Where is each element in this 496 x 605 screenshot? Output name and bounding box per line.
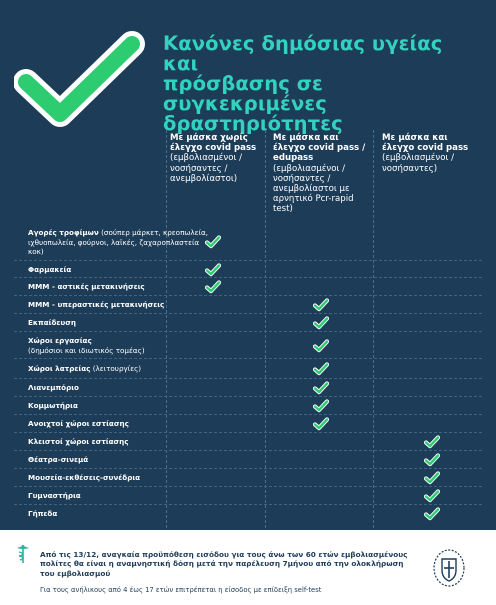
- row-label: [28, 364, 208, 374]
- title-line: Κανόνες δημόσιας υγείας και: [163, 32, 443, 75]
- check-icon: [313, 381, 329, 395]
- check-icon: [205, 235, 221, 249]
- check-icon: [205, 280, 221, 294]
- caduceus-icon: [14, 544, 32, 564]
- row-label: [28, 491, 208, 501]
- greek-emblem-icon: [432, 548, 466, 588]
- table-row: [0, 415, 496, 433]
- row-label: [28, 509, 208, 519]
- column-header-detail: (εμβολιασμένοι /νοσήσαντες): [382, 153, 455, 174]
- large-check-icon: [14, 30, 146, 130]
- check-icon: [424, 435, 440, 449]
- row-label-main: Κλειστοί χώροι εστίασης: [28, 437, 129, 446]
- column-header-detail: (εμβολιασμένοι / νοσήσαντες / ανεμβολίαστοι με αρνητικό Pcr-rapid test): [273, 163, 354, 215]
- row-label: [28, 401, 208, 411]
- check-icon: [313, 339, 329, 353]
- row-label-main: Φαρμακεία: [28, 265, 72, 274]
- row-label: [28, 228, 208, 257]
- column-header-title: Με μάσκα και έλεγχο covid pass / edupass: [273, 133, 366, 164]
- column-header-pass: [382, 133, 482, 174]
- row-label: [28, 318, 208, 328]
- row-label-detail: (λειτουργίες): [90, 364, 142, 373]
- row-label-main: Αγορές τροφίμων: [28, 228, 99, 237]
- row-label-main: ΜΜΜ - υπεραστικές μετακινήσεις: [28, 300, 165, 309]
- check-icon: [424, 489, 440, 503]
- check-icon: [313, 298, 329, 312]
- check-icon: [205, 263, 221, 277]
- row-label-main: Λιανεμπόριο: [28, 383, 79, 392]
- row-label-main: Χώροι λατρείας: [28, 364, 91, 373]
- column-header-title: Με μάσκα και έλεγχο covid pass: [382, 133, 469, 154]
- table-row: [0, 397, 496, 415]
- table-row: [0, 332, 496, 359]
- table-row: [0, 433, 496, 451]
- row-label-main: ΜΜΜ - αστικές μετακινήσεις: [28, 282, 145, 291]
- row-label-main: Κομμωτήρια: [28, 401, 78, 410]
- column-header-title: Με μάσκα χωρίς έλεγχο covid pass: [170, 133, 257, 154]
- row-label: [28, 383, 208, 393]
- row-label: [28, 282, 208, 292]
- footer: [0, 530, 496, 605]
- footer-note: Από τις 13/12, αναγκαία προϋπόθεση εισόδου για τους άνω των 60 ετών εμβολιασμένους πολίτες θα είναι η αναμνηστική δόση μετά την παρέλευση 7μήνου από την ολοκλήρωση του εμβολιασμού: [40, 550, 408, 578]
- table-row: [0, 451, 496, 469]
- row-label: [28, 336, 208, 355]
- title-line: δραστηριότητες: [163, 112, 343, 135]
- row-label-main: Γυμναστήρια: [28, 491, 81, 500]
- check-icon: [424, 453, 440, 467]
- row-label-main: Μουσεία-εκθέσεις-συνέδρια: [28, 473, 141, 482]
- row-label: [28, 473, 208, 483]
- page-title: [163, 34, 483, 134]
- table-row: [0, 379, 496, 397]
- table-row: [0, 505, 496, 523]
- check-icon: [424, 471, 440, 485]
- check-icon: [313, 316, 329, 330]
- row-label: [28, 437, 208, 447]
- column-header-detail: (εμβολιασμένοι / νοσήσαντες / ανεμβολίαστοι): [170, 153, 243, 184]
- title-line: πρόσβασης σε συγκεκριμένες: [163, 72, 327, 115]
- table-row: [0, 314, 496, 332]
- row-label: [28, 455, 208, 465]
- row-label-main: Ανοιχτοί χώροι εστίασης: [28, 419, 129, 428]
- table-row: [0, 469, 496, 487]
- column-header-pass-edupass: [273, 133, 367, 215]
- row-label-detail: (σούπερ μάρκετ, κρεοπωλεία, ιχθυοπωλεία, φούρνοι, λαϊκές, ζαχαροπλαστεία κοκ): [28, 228, 209, 256]
- row-label-main: Εκπαίδευση: [28, 318, 76, 327]
- row-label-main: Θέατρα-σινεμά: [28, 455, 89, 464]
- row-label: [28, 265, 208, 275]
- table-row: [0, 487, 496, 505]
- check-icon: [313, 362, 329, 376]
- row-label-detail: (δημόσιοι και ιδιωτικός τομέας): [28, 345, 145, 355]
- check-icon: [424, 507, 440, 521]
- row-label: [28, 300, 208, 310]
- row-label-main: Γήπεδα: [28, 509, 58, 518]
- table-row: [0, 222, 496, 261]
- table-row: [0, 278, 496, 296]
- column-header-no-pass: [170, 133, 260, 184]
- check-icon: [313, 399, 329, 413]
- row-label: [28, 419, 208, 429]
- check-icon: [313, 417, 329, 431]
- table-row: [0, 261, 496, 278]
- table-row: [0, 296, 496, 314]
- footer-subnote: Για τους ανήλικους από 4 έως 17 ετών επιτρέπεται η είσοδος με επίδειξη self-test: [40, 586, 322, 594]
- row-label-main: Χώροι εργασίας: [28, 336, 92, 345]
- table-row: [0, 359, 496, 379]
